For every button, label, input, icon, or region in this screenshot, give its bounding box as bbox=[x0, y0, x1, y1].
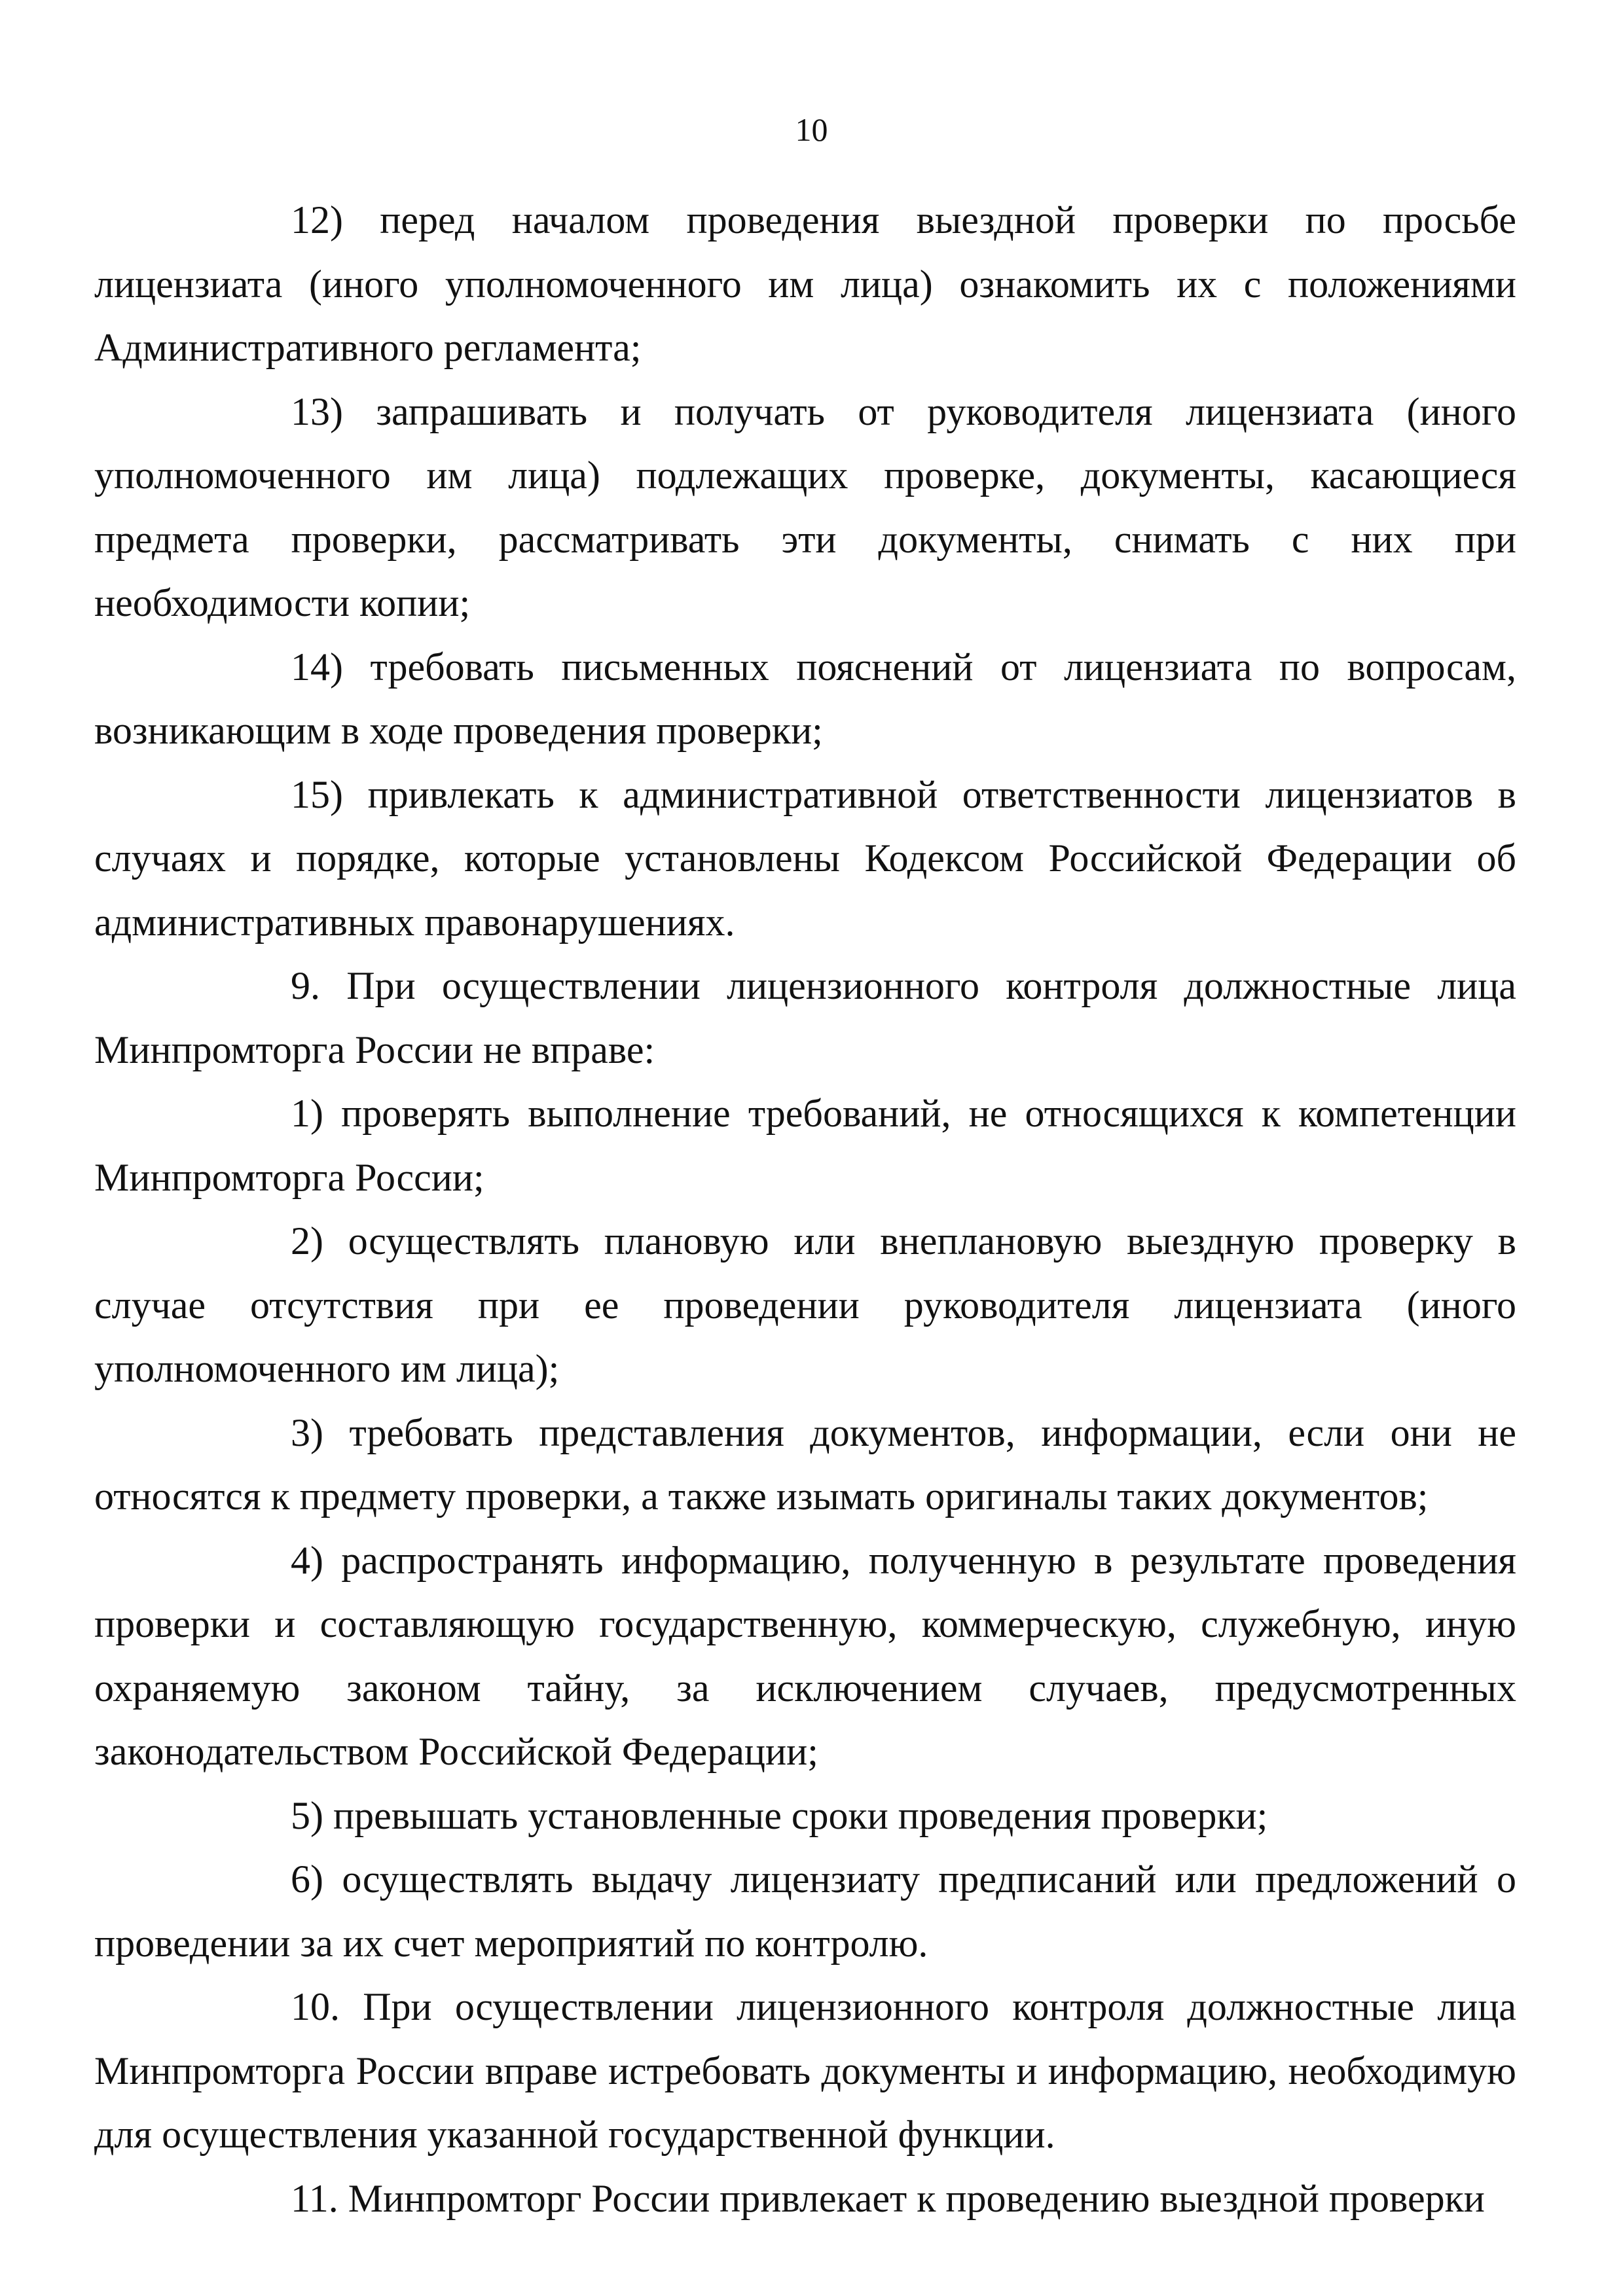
item-number: 15) bbox=[291, 772, 343, 816]
item-text: требовать письменных пояснений от лицензиата по вопросам, возникающим в ходе проведения проверки; bbox=[94, 645, 1516, 752]
item-text: запрашивать и получать от руководителя лицензиата (иного уполномоченного им лица) подлежащих проверке, документы, касающиеся предмета проверки, рассматривать эти документы, снимать с них при необходимости копии; bbox=[94, 389, 1516, 624]
paragraph-item-5 bbox=[94, 1784, 1516, 1848]
paragraph-item-13 bbox=[94, 380, 1516, 636]
item-number: 1) bbox=[291, 1092, 323, 1135]
paragraph-item-2 bbox=[94, 1210, 1516, 1401]
item-number: 5) bbox=[291, 1793, 323, 1837]
paragraph-item-15 bbox=[94, 763, 1516, 955]
section-text: Минпромторг России привлекает к проведению выездной проверки bbox=[348, 2176, 1485, 2220]
paragraph-item-3 bbox=[94, 1401, 1516, 1529]
paragraph-section-11 bbox=[94, 2167, 1516, 2231]
item-number: 2) bbox=[291, 1219, 323, 1263]
item-number: 14) bbox=[291, 645, 343, 689]
paragraph-item-1 bbox=[94, 1082, 1516, 1210]
item-number: 13) bbox=[291, 389, 343, 433]
item-number: 3) bbox=[291, 1410, 323, 1454]
paragraph-item-6 bbox=[94, 1848, 1516, 1975]
item-text: превышать установленные сроки проведения проверки; bbox=[333, 1793, 1268, 1837]
item-text: проверять выполнение требований, не относящихся к компетенции Минпромторга России; bbox=[94, 1092, 1516, 1199]
item-text: требовать представления документов, информации, если они не относятся к предмету проверки, а также изымать оригиналы таких документов; bbox=[94, 1410, 1516, 1518]
item-text: перед началом проведения выездной проверки по просьбе лицензиата (иного уполномоченного им лица) ознакомить их с положениями Административного регламента; bbox=[94, 198, 1517, 369]
item-text: осуществлять плановую или внеплановую выездную проверку в случае отсутствия при ее проведении руководителя лицензиата (иного уполномоченного им лица); bbox=[94, 1219, 1516, 1390]
item-number: 12) bbox=[291, 198, 343, 242]
item-number: 4) bbox=[291, 1538, 323, 1582]
paragraph-item-4 bbox=[94, 1529, 1516, 1784]
paragraph-item-14 bbox=[94, 636, 1516, 763]
page-number: 10 bbox=[795, 111, 828, 148]
paragraph-item-12 bbox=[94, 188, 1516, 380]
section-number: 10. bbox=[291, 1985, 340, 2028]
item-number: 6) bbox=[291, 1857, 323, 1901]
item-text: распространять информацию, полученную в результате проведения проверки и составляющую государственную, коммерческую, служебную, иную охраняемую законом тайну, за исключением случаев, предусмотренных законодательством Российской Федерации; bbox=[94, 1538, 1517, 1773]
section-text: При осуществлении лицензионного контроля должностные лица Минпромторга России вправе истребовать документы и информацию, необходимую для осуществления указанной государственной функции. bbox=[94, 1985, 1516, 2156]
paragraph-section-9 bbox=[94, 954, 1516, 1082]
document-body bbox=[94, 188, 1516, 2231]
item-text: привлекать к административной ответственности лицензиатов в случаях и порядке, которые установлены Кодексом Российской Федерации об административных правонарушениях. bbox=[94, 772, 1517, 944]
item-text: осуществлять выдачу лицензиату предписаний или предложений о проведении за их счет мероприятий по контролю. bbox=[94, 1857, 1517, 1965]
section-text: При осуществлении лицензионного контроля должностные лица Минпромторга России не вправе: bbox=[94, 964, 1516, 1071]
section-number: 9. bbox=[291, 964, 320, 1007]
paragraph-section-10 bbox=[94, 1975, 1516, 2167]
section-number: 11. bbox=[291, 2176, 338, 2220]
